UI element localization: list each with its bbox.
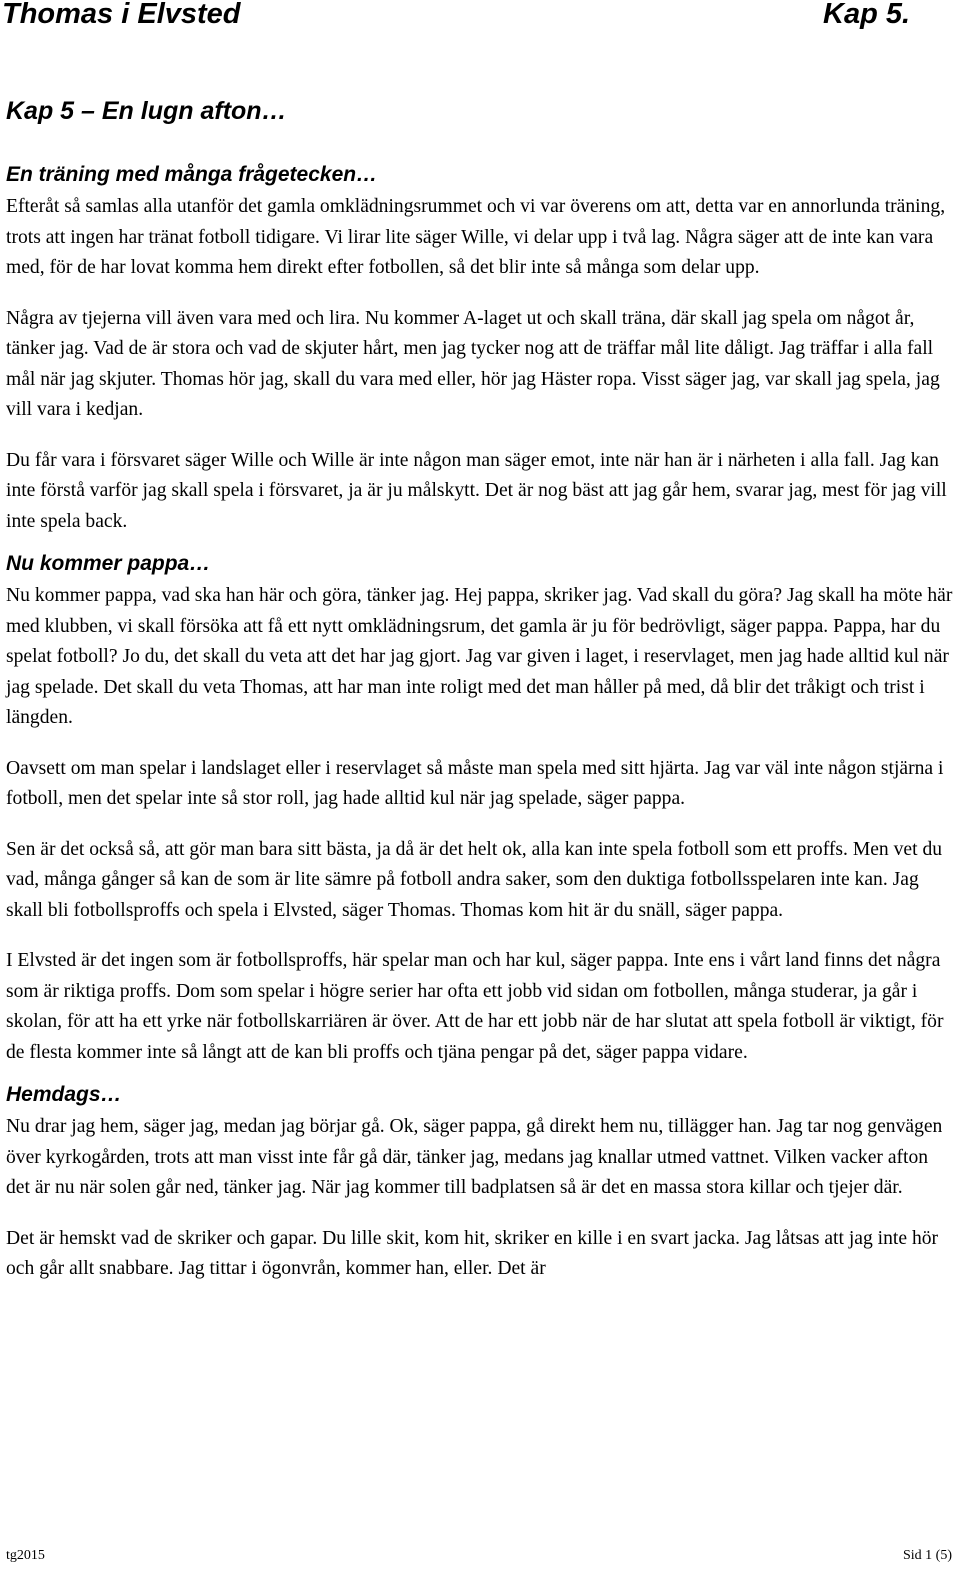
- paragraph: Några av tjejerna vill även vara med och lira. Nu kommer A-laget ut och skall träna, där skall jag spela om något år, tänker jag. Vad de är stora och vad de skjuter hårt, men jag tycker nog att de träffar mål lite dåligt. Jag träffar i alla fall mål när jag skjuter. Thomas hör jag, skall du vara med eller, hör jag Häster ropa. Visst säger jag, var skall jag spela, jag vill vara i kedjan.: [6, 307, 940, 420]
- header-chapter: Kap 5.: [823, 0, 911, 30]
- footer-author: tg2015: [6, 1548, 45, 1563]
- section-hemdags: [6, 1082, 954, 1285]
- paragraph: Efteråt så samlas alla utanför det gamla omklädningsrummet och vi var överens om att, detta var en annorlunda träning, trots att ingen har tränat fotboll tidigare. Vi lirar lite säger Wille, vi delar upp i två lag. Några säger att de inte kan vara med, för de har lovat komma hem direkt efter fotbollen, så det blir inte så många som delar upp.: [6, 196, 946, 278]
- header-title: Thomas i Elvsted: [2, 0, 241, 30]
- paragraph: Du får vara i försvaret säger Wille och Wille är inte någon man säger emot, inte när han är i närheten i alla fall. Jag kan inte förstå varför jag skall spela i försvaret, ja är ju målskytt. Det är nog bäst att jag går hem, svarar jag, mest för jag vill inte spela back.: [6, 449, 947, 532]
- footer-page-number: Sid 1 (5): [903, 1548, 952, 1563]
- document-body: [6, 96, 954, 1285]
- paragraph: I Elvsted är det ingen som är fotbollsproffs, här spelar man och har kul, säger pappa. Inte ens i vårt land finns det några som är riktiga proffs. Dom som spelar i högre serier har ofta ett jobb vid sidan om fotbollen, många studerar, ja går i skolan, för att ha ett yrke när fotbollskarriären är över. Att de har ett jobb när de har slutat att spela fotboll är viktigt, för de flesta kommer inte så långt att de kan bli proffs och tjäna pengar på det, säger pappa vidare.: [6, 950, 944, 1063]
- paragraph: Det är hemskt vad de skriker och gapar. Du lille skit, kom hit, skriker en kille i en svart jacka. Jag låtsas att jag inte hör och går allt snabbare. Jag tittar i ögonvrån, kommer han, eller. Det är: [6, 1227, 939, 1279]
- page-header: [0, 0, 960, 36]
- paragraph: Nu drar jag hem, säger jag, medan jag börjar gå. Ok, säger pappa, gå direkt hem nu, tillägger han. Jag tar nog genvägen över kyrkogården, trots att man visst inte får gå där, tänker jag, medans jag knallar utmed vattnet. Vilken vacker afton det är nu när solen går ned, tänker jag. När jag kommer till badplatsen så är det en massa stora killar och tjejer där.: [6, 1116, 943, 1198]
- section-pappa: [6, 551, 954, 1068]
- paragraph: Sen är det också så, att gör man bara sitt bästa, ja då är det helt ok, alla kan inte spela fotboll som ett proffs. Men vet du vad, många gånger så kan de som är lite sämre på fotboll andra saker, som den duktiga fotbollsspelaren inte kan. Jag skall bli fotbollsproffs och spela i Elvsted, säger Thomas. Thomas kom hit är du snäll, säger pappa.: [6, 838, 943, 921]
- paragraph: Nu kommer pappa, vad ska han här och göra, tänker jag. Hej pappa, skriker jag. Vad skall du göra? Jag skall ha möte här med klubben, vi skall försöka att få ett nytt omklädningsrum, det gamla är ju för bedrövligt, säger pappa. Pappa, har du spelat fotboll? Jo du, det skall du veta att det har jag gjort. Jag var given i laget, i reservlaget, men jag hade alltid kul när jag spelade. Det skall du veta Thomas, att har man inte roligt med det man håller på med, då blir det tråkigt och trist i längden.: [6, 585, 953, 728]
- section-heading: Nu kommer pappa…: [6, 552, 211, 575]
- section-heading: Hemdags…: [6, 1083, 122, 1106]
- paragraph: Oavsett om man spelar i landslaget eller i reservlaget så måste man spela med sitt hjärta. Jag var väl inte någon stjärna i fotboll, men det spelar inte så stor roll, jag hade alltid kul när jag spelade, säger pappa.: [6, 757, 944, 809]
- chapter-title: Kap 5 – En lugn afton…: [6, 97, 287, 125]
- section-heading: En träning med många frågetecken…: [6, 163, 378, 186]
- section-traning: [6, 162, 954, 537]
